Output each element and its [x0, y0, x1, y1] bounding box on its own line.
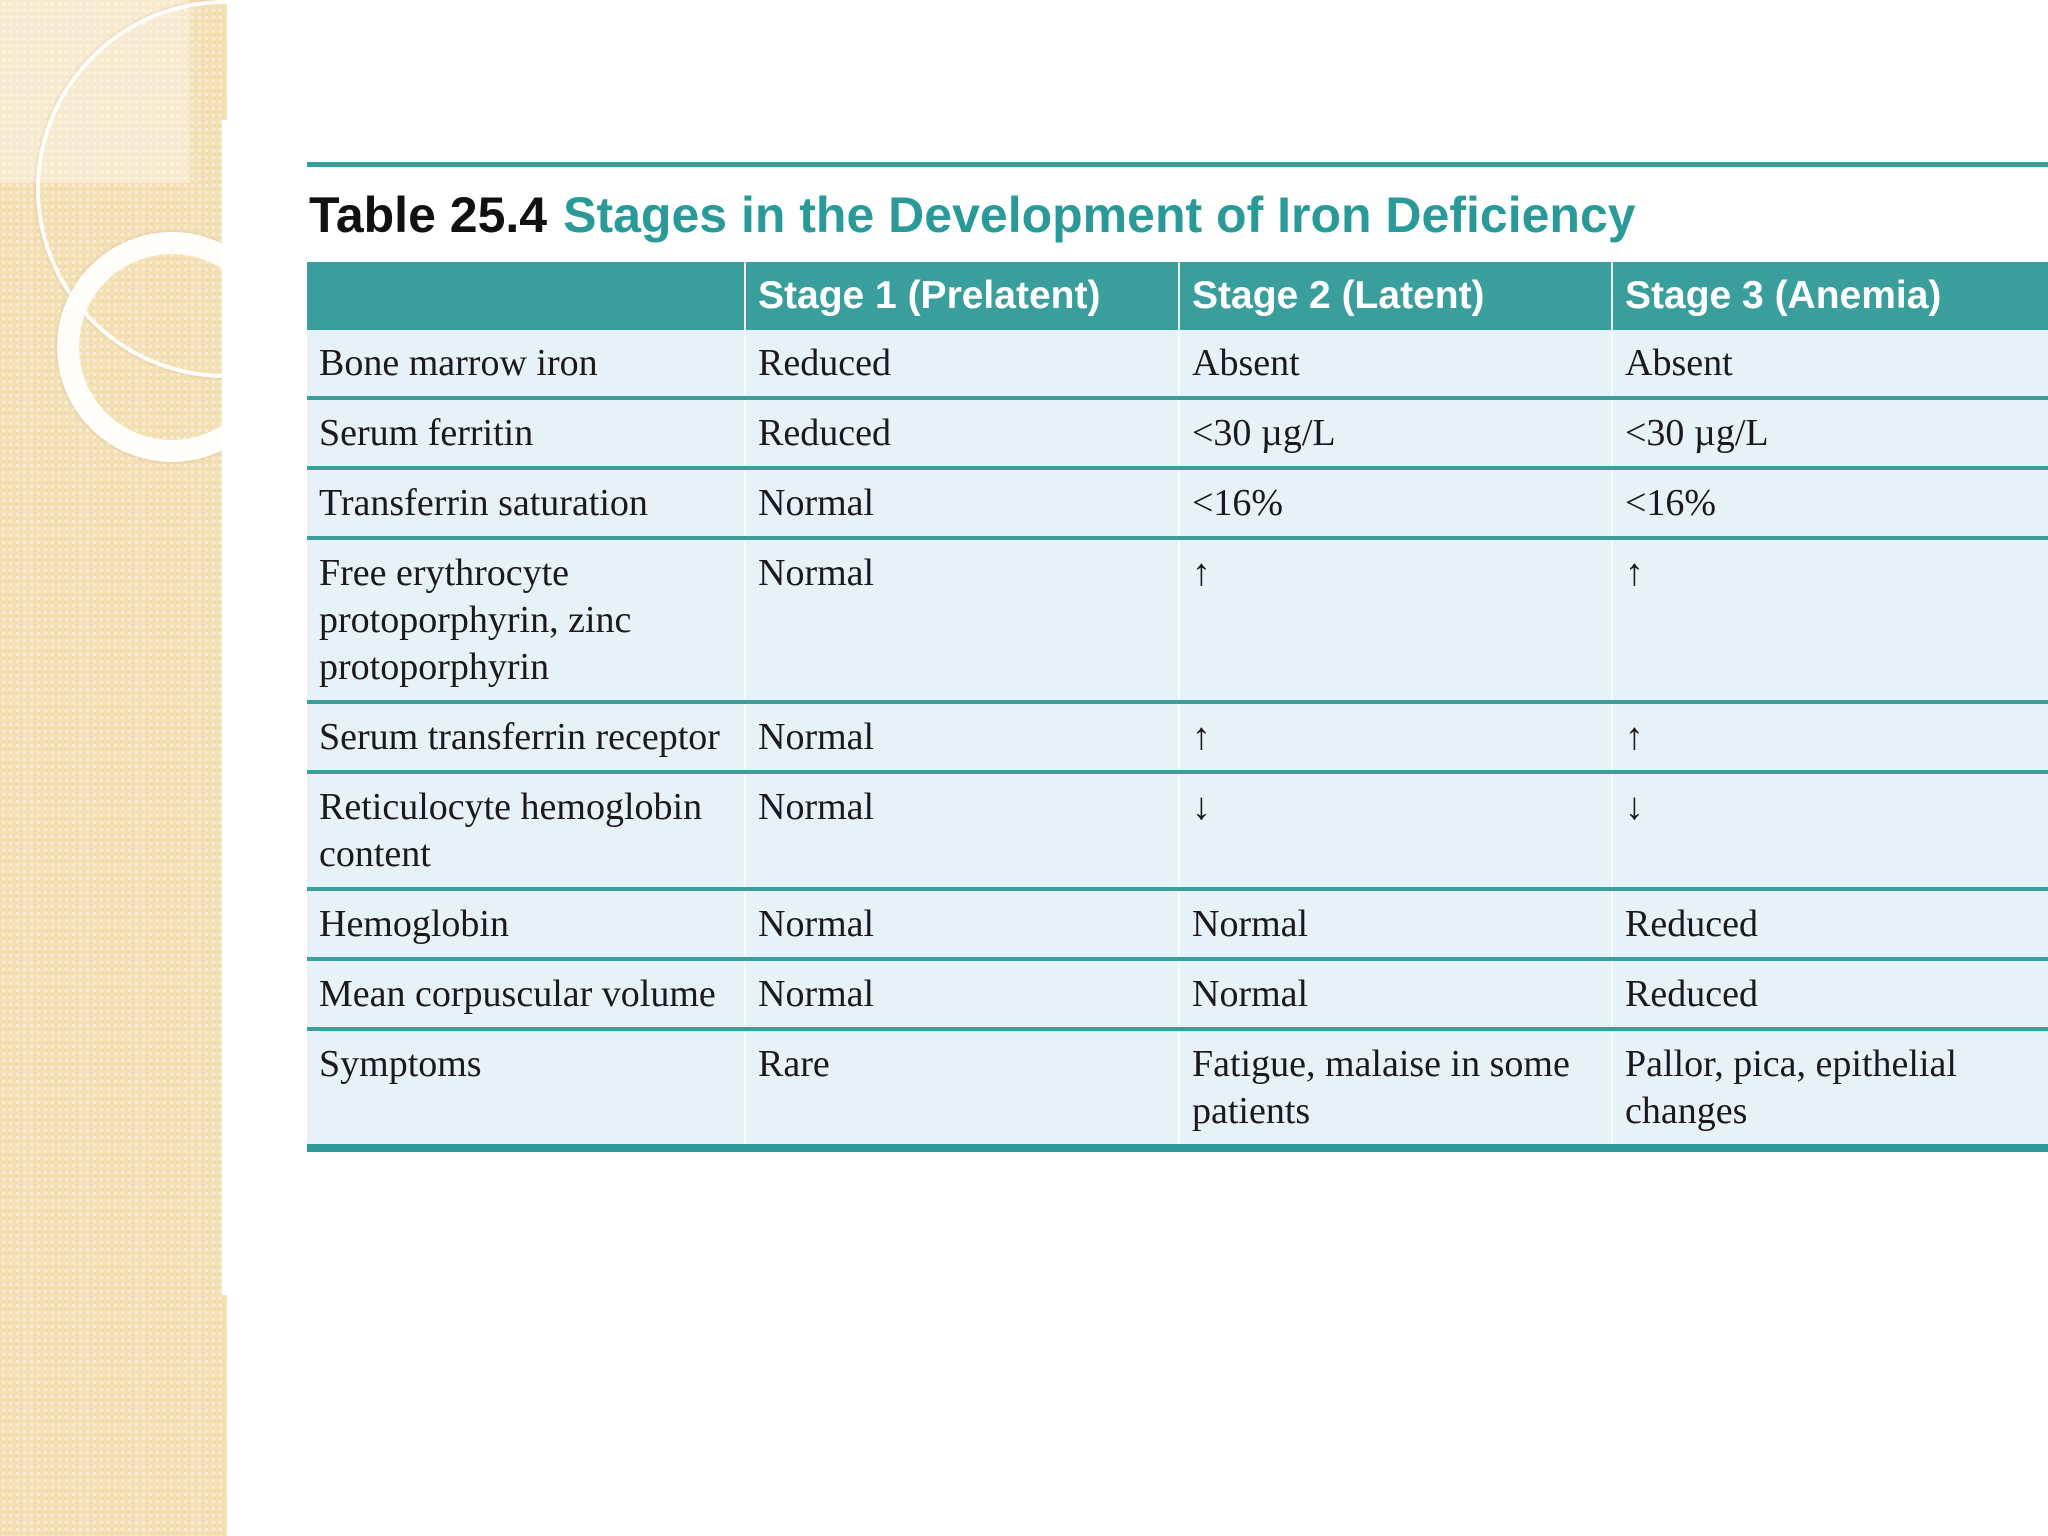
row-label: Symptoms [307, 1029, 745, 1148]
table-cell: Normal [745, 702, 1179, 772]
table-cell: Normal [745, 889, 1179, 959]
decorative-sidebar [0, 0, 227, 1536]
row-label: Serum transferrin receptor [307, 702, 745, 772]
row-label: Hemoglobin [307, 889, 745, 959]
table-cell: Rare [745, 1029, 1179, 1148]
table-row [307, 889, 2048, 959]
row-label: Serum ferritin [307, 398, 745, 468]
table-cell: Normal [1179, 959, 1612, 1029]
table-cell: Reduced [1612, 959, 2048, 1029]
table-cell: <30 µg/L [1612, 398, 2048, 468]
row-label: Reticulocyte hemoglobin content [307, 772, 745, 889]
table-cell: Normal [1179, 889, 1612, 959]
table-caption [307, 167, 2048, 262]
table-row [307, 959, 2048, 1029]
stages-table [307, 262, 2048, 1152]
table-cell: ↑ [1612, 538, 2048, 702]
table-row [307, 538, 2048, 702]
table-row [307, 330, 2048, 398]
table-cell: Normal [745, 772, 1179, 889]
table-cell: Absent [1612, 330, 2048, 398]
row-label: Mean corpuscular volume [307, 959, 745, 1029]
table-row [307, 772, 2048, 889]
table-cell: Fatigue, malaise in some patients [1179, 1029, 1612, 1148]
row-label: Bone marrow iron [307, 330, 745, 398]
table-cell: ↑ [1179, 538, 1612, 702]
row-label: Transferrin saturation [307, 468, 745, 538]
table-cell: ↓ [1612, 772, 2048, 889]
iron-deficiency-table-container [307, 162, 2048, 1152]
table-row [307, 468, 2048, 538]
table-cell: Reduced [745, 330, 1179, 398]
header-cell: Stage 2 (Latent) [1179, 262, 1612, 330]
table-cell: Reduced [745, 398, 1179, 468]
table-cell: <16% [1179, 468, 1612, 538]
table-cell: Absent [1179, 330, 1612, 398]
header-cell: Stage 3 (Anemia) [1612, 262, 2048, 330]
table-cell: <16% [1612, 468, 2048, 538]
table-cell: ↑ [1179, 702, 1612, 772]
table-cell: Normal [745, 468, 1179, 538]
table-cell: <30 µg/L [1179, 398, 1612, 468]
header-row [307, 262, 2048, 330]
header-cell: Stage 1 (Prelatent) [745, 262, 1179, 330]
table-cell: ↑ [1612, 702, 2048, 772]
table-row [307, 702, 2048, 772]
table-row [307, 398, 2048, 468]
row-label: Free erythrocyte protoporphyrin, zinc protoporphyrin [307, 538, 745, 702]
table-cell: Normal [745, 959, 1179, 1029]
table-number: Table 25.4 [309, 186, 548, 243]
table-cell: ↓ [1179, 772, 1612, 889]
table-cell: Reduced [1612, 889, 2048, 959]
table-row [307, 1029, 2048, 1148]
header-cell [307, 262, 745, 330]
table-cell: Pallor, pica, epithelial changes [1612, 1029, 2048, 1148]
table-title: Stages in the Development of Iron Deficiency [563, 186, 1636, 243]
table-cell: Normal [745, 538, 1179, 702]
